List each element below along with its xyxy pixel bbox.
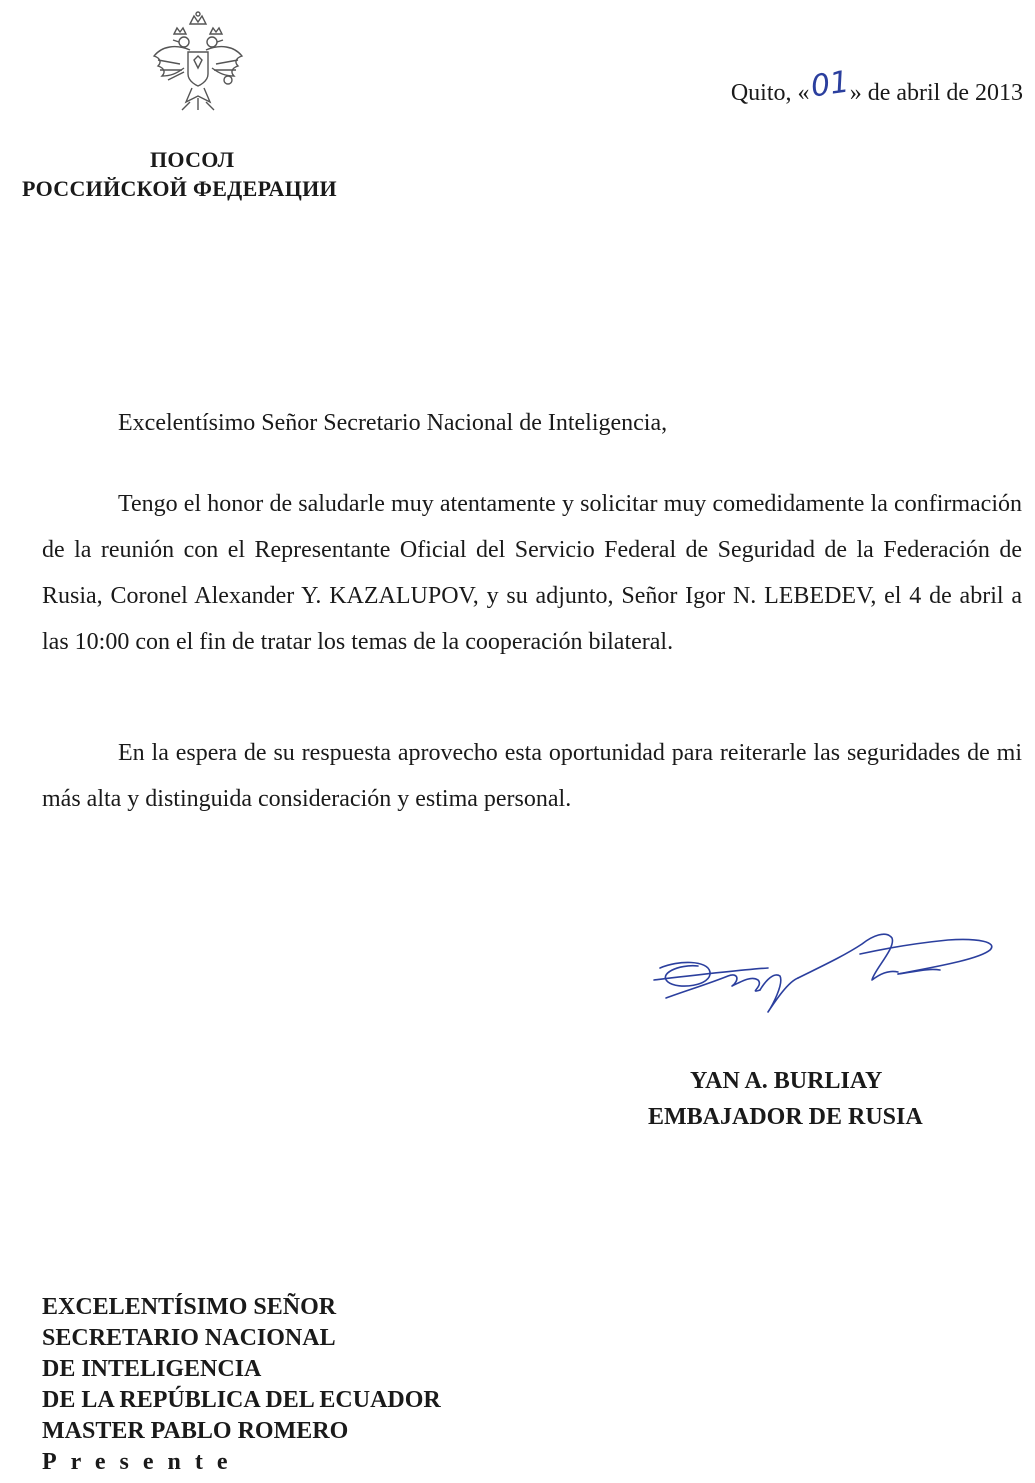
addressee-presente: Presente <box>42 1449 242 1475</box>
signer-title: EMBAJADOR DE RUSIA <box>648 1104 923 1130</box>
date-day-handwritten: 01 <box>808 64 851 105</box>
addressee-line: MASTER PABLO ROMERO <box>42 1418 349 1444</box>
header-title-line-1: ПОСОЛ <box>150 147 235 172</box>
salutation: Excelentísimo Señor Secretario Nacional de Inteligencia, <box>118 410 668 436</box>
addressee-line: DE INTELIGENCIA <box>42 1356 262 1382</box>
date-prefix: Quito, « <box>730 80 810 106</box>
addressee-line: EXCELENTÍSIMO SEÑOR <box>42 1294 337 1320</box>
header-title-line-2: РОССИЙСКОЙ ФЕДЕРАЦИИ <box>22 176 337 201</box>
letter-paragraph-1: Tengo el honor de saludarle muy atentamente y solicitar muy comedidamente la confirmación de la reunión con el Representante Oficial del Servicio Federal de Seguridad de la Federación de Rusia, Coronel Alexander Y. KAZALUPOV, y su adjunto, Señor Igor N. LEBEDEV, el 4 de abril a las 10:00 con el fin de tratar los temas de la cooperación bilateral. <box>42 491 1022 655</box>
letter-paragraph-2: En la espera de su respuesta aprovecho esta oportunidad para reiterarle las seguridades de mi más alta y distinguida consideración y estima personal. <box>42 740 1022 812</box>
date-suffix: » de abril de 2013 <box>849 80 1023 106</box>
addressee-line: SECRETARIO NACIONAL <box>42 1325 336 1351</box>
date-line <box>730 64 1023 108</box>
handwritten-signature <box>648 920 1008 1030</box>
coat-of-arms-icon <box>150 10 246 114</box>
addressee-line: DE LA REPÚBLICA DEL ECUADOR <box>42 1387 441 1413</box>
signer-name: YAN A. BURLIAY <box>690 1068 883 1094</box>
